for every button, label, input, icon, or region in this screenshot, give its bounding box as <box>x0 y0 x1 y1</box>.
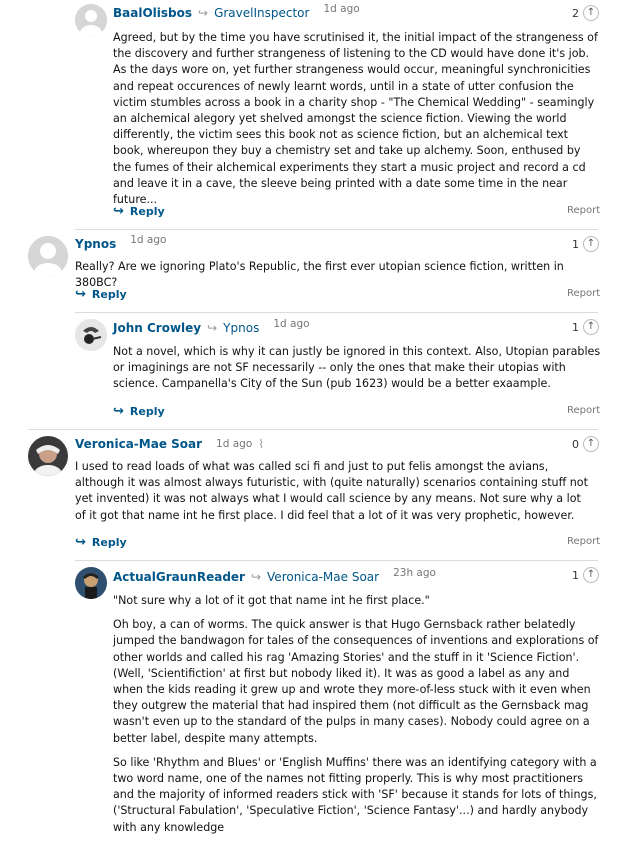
paperclip-icon: ⌇ <box>258 437 265 451</box>
reply-arrow-icon: ↪ <box>75 535 86 550</box>
comment-timestamp[interactable]: 23h ago <box>393 567 436 579</box>
comment <box>0 0 626 225</box>
reply-arrow-icon: ↪ <box>113 404 124 419</box>
comment-body <box>75 259 605 299</box>
reply-label: Reply <box>91 536 127 549</box>
upvote-icon[interactable]: ↑ <box>583 5 599 21</box>
reply-label: Reply <box>129 205 165 218</box>
comment-timestamp[interactable]: 1d ago <box>130 234 167 246</box>
comment-author[interactable]: John Crowley <box>113 321 202 335</box>
reply-button[interactable] <box>75 535 127 550</box>
reply-label: Reply <box>91 288 127 301</box>
comment <box>0 562 626 834</box>
comment-paragraph: So like 'Rhythm and Blues' or 'English Muffins' there was an identifying category with a two word name, one of the names not fitting properly. This is why most practitioners and the majority of informed readers stick with 'SF' because it stands for lots of things, ('Structural Fabulation', 'Speculative Fiction', 'Science Fantasy'...) and hardly anybody with any knowledge <box>113 755 597 834</box>
upvote-icon[interactable]: ↑ <box>583 436 599 452</box>
avatar[interactable] <box>75 567 107 599</box>
comment-paragraph: I used to read loads of what was called sci fi and just to put felis amongst the avians, although it was almost always futuristic, with (quite naturally) scenarios containing stuff not yet invented) it was not always what I would call science by any means. Not sure why a lot of it got that name int he first place. I did feel that a lot of it was very prophetic, however. <box>75 460 588 522</box>
report-link[interactable]: Report <box>567 205 601 216</box>
upvote-icon[interactable]: ↑ <box>583 567 599 583</box>
vote-count: 2 <box>572 6 579 20</box>
reply-arrow-icon: ↪ <box>75 287 86 302</box>
comment-timestamp[interactable]: 1d ago <box>323 3 360 15</box>
divider <box>75 560 598 561</box>
comment-paragraph: Agreed, but by the time you have scrutinised it, the initial impact of the strangeness of the discovery and further strangeness of listening to the CD would have done it's job. As the days wore on, yet further strangeness would occur, meaningful synchronicities and repeat occurences of newly learnt words, until in a state of utter confusion the victim stumbles across a book in a charity shop - "The Chemical Wedding" - seamingly an alchemical alegory yet shelved amongst the science fiction. Viewing the world differently, the victim sees this book not as science fiction, but an alchemical text book, whereupon they buy a chemistry set and take up alchemy. Soon, enthused by the fumes of their alchemical experiments they start a music project and record a cd and leave it in a cave, the sleeve being printed with a date some time in the near future... <box>113 31 598 207</box>
comment-body <box>113 344 603 401</box>
divider <box>75 312 598 313</box>
comment-author[interactable]: BaalOlisbos <box>113 6 193 20</box>
divider <box>28 429 598 430</box>
avatar[interactable] <box>28 436 68 476</box>
comment <box>0 431 626 559</box>
comment-author[interactable]: Ypnos <box>75 237 117 251</box>
comment-body <box>113 593 601 844</box>
comment-body <box>75 459 595 532</box>
upvote-icon[interactable]: ↑ <box>583 236 599 252</box>
comment-timestamp[interactable]: 1d ago <box>273 318 310 330</box>
reply-button[interactable] <box>113 204 165 219</box>
comment-body <box>113 30 601 216</box>
avatar[interactable] <box>75 4 107 36</box>
reply-to-icon: ↪ <box>250 570 262 584</box>
divider <box>75 229 598 230</box>
vote-count: 0 <box>572 437 579 451</box>
comment-paragraph: Not a novel, which is why it can justly be ignored in this context. Also, Utopian parables or imaginings are not SF necessarily -- only the ones that make their utopias with science. Campanella's City of the Sun (pub 1623) would be a better exaample. <box>113 345 601 391</box>
avatar[interactable] <box>75 319 107 351</box>
comment <box>0 231 626 311</box>
reply-to-icon: ↪ <box>207 321 218 335</box>
reply-to-user[interactable]: GravelInspector <box>214 6 310 20</box>
comment-author[interactable]: Veronica-Mae Soar <box>75 437 203 451</box>
report-link[interactable]: Report <box>567 288 601 299</box>
upvote-icon[interactable]: ↑ <box>583 319 599 335</box>
reply-arrow-icon: ↪ <box>113 204 124 219</box>
report-link[interactable]: Report <box>567 536 601 547</box>
reply-to-user[interactable]: Ypnos <box>223 321 260 335</box>
reply-button[interactable] <box>113 404 165 419</box>
comment <box>0 314 626 427</box>
vote-count: 1 <box>572 568 579 582</box>
reply-button[interactable] <box>75 287 127 302</box>
reply-label: Reply <box>129 405 165 418</box>
reply-to-icon: ↪ <box>198 6 209 20</box>
vote-count: 1 <box>572 320 579 334</box>
avatar[interactable] <box>28 236 68 276</box>
comment-paragraph: "Not sure why a lot of it got that name int he first place." <box>113 594 430 607</box>
report-link[interactable]: Report <box>567 405 601 416</box>
vote-count: 1 <box>572 237 579 251</box>
comment-timestamp[interactable]: 1d ago <box>216 438 253 450</box>
comment-author[interactable]: ActualGraunReader <box>113 570 245 584</box>
reply-to-user[interactable]: Veronica-Mae Soar <box>267 570 380 584</box>
comment-paragraph: Oh boy, a can of worms. The quick answer is that Hugo Gernsback rather belatedly jumped the bandwagon for tales of the consequences of inventions and explorations of other worlds and called his rag 'Amazing Stories' and the stuff in it 'Science Fiction'. (Well, 'Scientifiction' at first but nobody liked it). It was as good a label as any and when the kids reading it grew up and wrote they more-of-less stuck with it even when they outgrew the material that had inspired them (not difficult as the Gernsback mag wasn't even up to the standard of the pulps in many cases). Nobody could agree on a better label, despite many attempts. <box>113 618 599 745</box>
comment-paragraph: Really? Are we ignoring Plato's Republic, the first ever utopian science fiction, written in 380BC? <box>75 260 564 290</box>
